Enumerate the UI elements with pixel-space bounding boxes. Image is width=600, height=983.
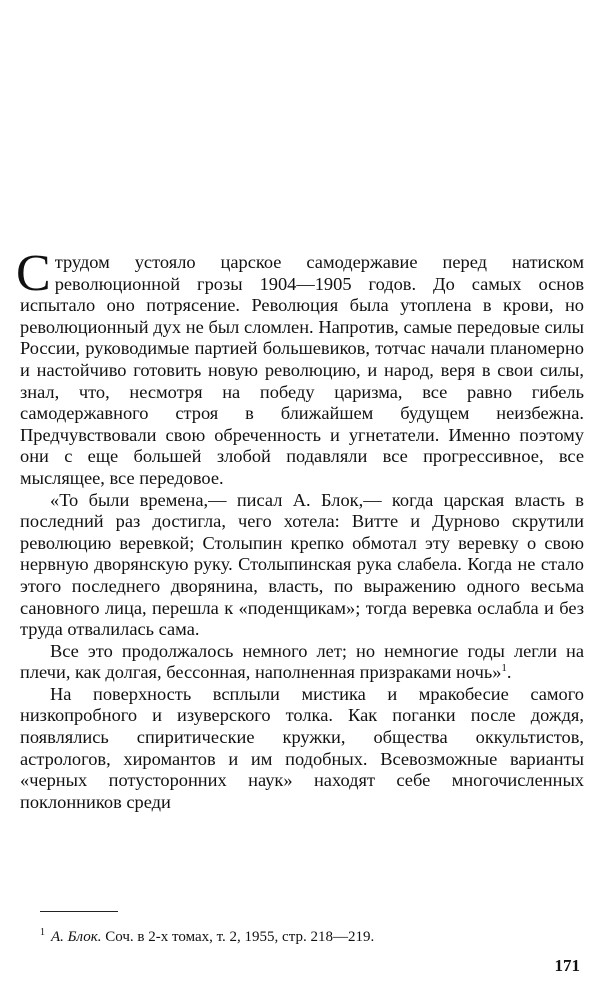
paragraph-2: «То были времена,— писал А. Блок,— когда царская власть в последний раз достигла, чего хотела: Витте и Дурново скрутили революцию веревкой; Столыпин крепко обмотал эту веревку о свою нервную дворянскую руку. Столыпинская рука слабела. Когда не стало этого последнего дворянина, власть, по выражению одного весьма сановного лица, перешла к «поденщикам»; тогда веревка ослабла и без труда отвалилась сама. <box>20 489 584 640</box>
main-text <box>16 245 584 813</box>
paragraph-1 <box>16 245 584 490</box>
footnote <box>40 924 580 946</box>
drop-cap: С <box>16 245 51 302</box>
footnote-reference: 1 <box>501 662 507 675</box>
paragraph-3-text: Все это продолжалось немного лет; но немногие годы легли на плечи, как долгая, бессонная, наполненная призраками ночь» <box>20 640 584 683</box>
footnote-text: Соч. в 2-х томах, т. 2, 1955, стр. 218—219. <box>101 929 375 945</box>
page-number: 171 <box>554 956 580 975</box>
footnote-number: 1 <box>40 927 45 938</box>
paragraph-4: На поверхность всплыли мистика и мракобесие самого низкопробного и изуверского толка. Как поганки после дождя, появлялись спиритические кружки, общества оккультистов, астрологов, хиромантов и им подобных. Всевозможные варианты «черных потусторонних наук» находят себе многочисленных поклонников среди <box>20 683 584 812</box>
paragraph-3-end: . <box>506 662 512 683</box>
footnote-divider <box>40 911 118 912</box>
paragraph-3 <box>20 641 584 684</box>
footnote-author: А. Блок. <box>51 929 102 945</box>
paragraph-1-text: трудом устояло царское самодержавие перед натиском революционной грозы 1904—1905 годов. До самых основ испытало оно потрясение. Революция была утоплена в крови, но революционный дух не был сломлен. Напротив, самые передовые силы России, руководимые партией большевиков, тотчас начали планомерно и настойчиво готовить новую революцию, и народ, веря в свои силы, знал, что, несмотря на победу царизма, все равно гибель самодержавного строя в ближайшем будущем неизбежна. Предчувствовали свою обреченность и угнетатели. Именно поэтому они с еще большей злобой подавляли все прогрессивное, все мыслящее, все передовое. <box>20 252 584 488</box>
